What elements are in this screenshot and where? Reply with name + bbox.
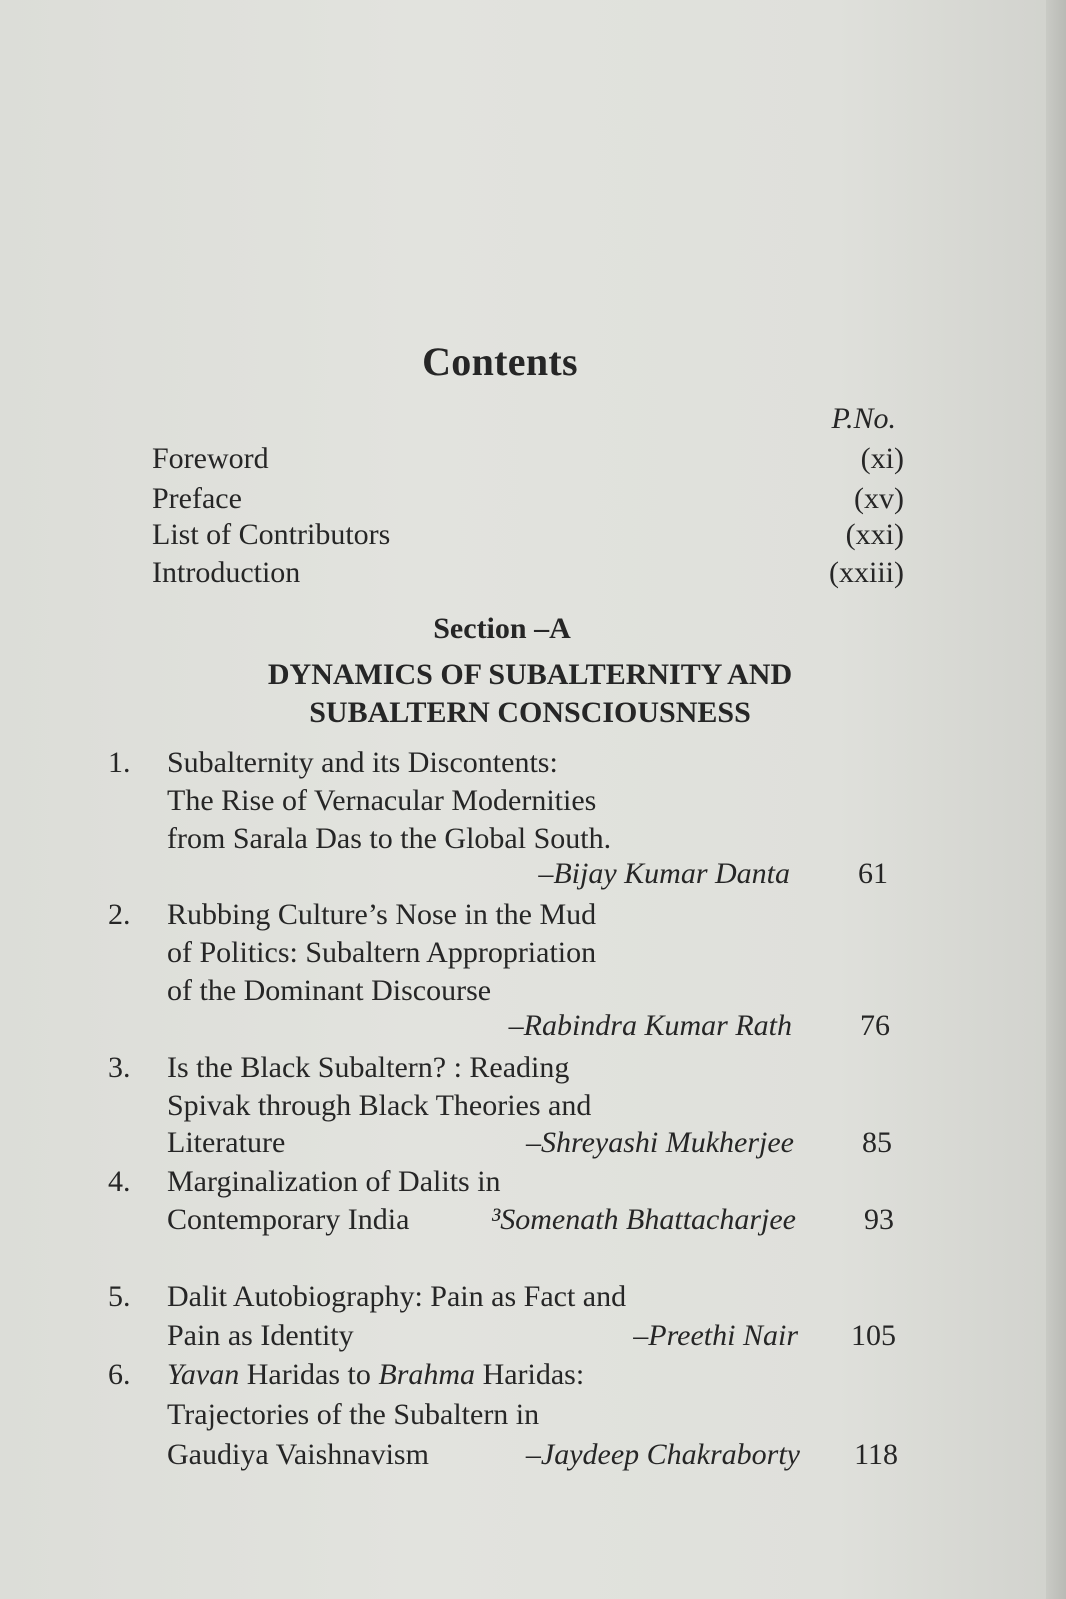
entry-title-line: The Rise of Vernacular Modernities <box>167 784 597 817</box>
entry-author: –Preethi Nair <box>633 1319 798 1352</box>
entry-title-text: Haridas to <box>239 1358 379 1391</box>
entry-title-line: Trajectories of the Subaltern in <box>167 1398 540 1431</box>
entry-title-line: Spivak through Black Theories and <box>167 1089 592 1122</box>
toc-front-item <box>152 442 904 476</box>
entry-title-text: Haridas: <box>475 1358 585 1391</box>
entry-author: –Shreyashi Mukherjee <box>526 1126 794 1159</box>
page-edge <box>1046 0 1066 1599</box>
toc-front-item <box>152 518 904 552</box>
entry-page: 85 <box>862 1126 892 1159</box>
entry-title-line: of Politics: Subaltern Appropriation <box>167 936 597 969</box>
entry-title-line: Contemporary India <box>167 1203 410 1236</box>
page-number-column-label: P.No. <box>831 402 896 435</box>
page-title: Contents <box>422 339 578 384</box>
toc-front-item <box>152 556 904 590</box>
front-item-page: (xxiii) <box>829 556 904 589</box>
entry-title-line: Is the Black Subaltern? : Reading <box>167 1051 570 1084</box>
section-title-line: SUBALTERN CONSCIOUSNESS <box>309 696 751 729</box>
entry-title-line: Marginalization of Dalits in <box>167 1165 501 1198</box>
entry-title-line <box>167 1358 584 1392</box>
front-item-page: (xv) <box>854 482 904 515</box>
entry-title-line: from Sarala Das to the Global South. <box>167 822 612 855</box>
entry-title-italic: Yavan <box>167 1358 240 1391</box>
entry-title-line: Pain as Identity <box>167 1319 354 1352</box>
section-label: Section –A <box>433 612 571 645</box>
front-item-title: Preface <box>152 482 242 515</box>
entry-title-line: Gaudiya Vaishnavism <box>167 1438 429 1471</box>
section-title <box>230 656 830 732</box>
entry-title-line: Subalternity and its Discontents: <box>167 746 558 779</box>
entry-title-line: Rubbing Culture’s Nose in the Mud <box>167 898 597 931</box>
entry-number: 2. <box>108 898 131 931</box>
front-item-title: List of Contributors <box>152 518 391 551</box>
entry-title-line: of the Dominant Discourse <box>167 974 492 1007</box>
entry-author: –Bijay Kumar Danta <box>538 857 790 890</box>
front-item-page: (xxi) <box>845 518 904 551</box>
entry-number: 6. <box>108 1358 131 1391</box>
entry-title-line: Literature <box>167 1126 286 1159</box>
front-item-title: Introduction <box>152 556 301 589</box>
entry-author: –Rabindra Kumar Rath <box>508 1009 792 1042</box>
entry-page: 76 <box>860 1009 890 1042</box>
entry-page: 118 <box>854 1438 898 1471</box>
section-title-line: DYNAMICS OF SUBALTERNITY AND <box>267 658 793 691</box>
entry-number: 5. <box>108 1280 131 1313</box>
front-item-title: Foreword <box>152 442 269 475</box>
front-item-page: (xi) <box>860 442 904 475</box>
entry-page: 105 <box>851 1319 896 1352</box>
entry-number: 3. <box>108 1051 131 1084</box>
toc-front-item <box>152 482 904 516</box>
entry-author: –Jaydeep Chakraborty <box>525 1438 800 1471</box>
entry-number: 4. <box>108 1165 131 1198</box>
entry-page: 61 <box>858 857 888 890</box>
entry-title-italic: Brahma <box>378 1358 476 1391</box>
entry-page: 93 <box>864 1203 894 1236</box>
entry-number: 1. <box>108 746 131 779</box>
entry-title-line: Dalit Autobiography: Pain as Fact and <box>167 1280 627 1313</box>
entry-author: ³Somenath Bhattacharjee <box>491 1203 796 1236</box>
